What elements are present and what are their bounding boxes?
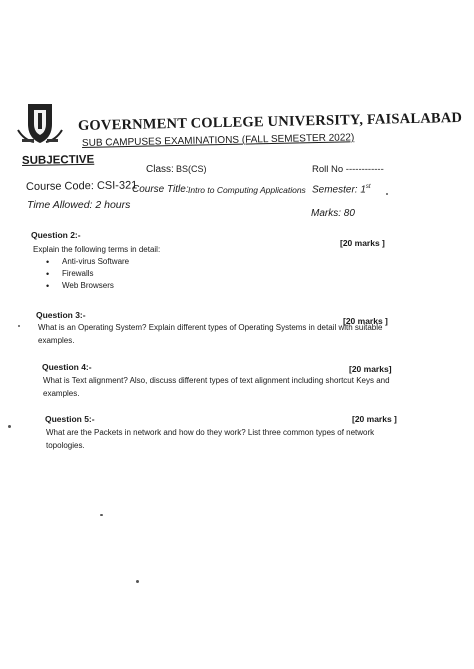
scan-speck [18, 325, 20, 327]
university-logo [14, 100, 66, 146]
question-3-marks: [20 marks ] [343, 316, 388, 326]
question-2-text: Explain the following terms in detail: [33, 245, 161, 254]
university-name: GOVERNMENT COLLEGE UNIVERSITY, FAISALABAD [77, 109, 463, 134]
class-label: Class: [146, 164, 174, 175]
semester-suffix: st [365, 184, 371, 190]
scan-speck [8, 425, 11, 428]
question-3-text: What is an Operating System? Explain different types of Operating Systems in detail with suitable examples. [38, 323, 383, 345]
question-5-text: What are the Packets in network and how do they work? List three common types of network topologies. [46, 428, 375, 450]
exam-line-text: SUB CAMPUSES EXAMINATIONS (FALL SEMESTER 2022) [81, 132, 355, 149]
list-item: • Web Browsers [46, 280, 129, 292]
scan-speck [386, 193, 388, 195]
exam-paper [0, 60, 474, 590]
question-4-marks: [20 marks] [349, 364, 392, 374]
scan-speck [136, 580, 139, 583]
question-5-heading: Question 5:- [45, 414, 95, 424]
question-2-heading: Question 2:- [31, 230, 81, 240]
question-5-marks: [20 marks ] [352, 414, 397, 424]
semester [312, 184, 371, 195]
semester-label: Semester: 1 [312, 184, 366, 196]
course-title-label: Course Title: [132, 184, 189, 195]
time-allowed: Time Allowed: 2 hours [27, 199, 131, 211]
question-4-heading: Question 4:- [42, 362, 92, 372]
list-item: • Anti-virus Software [46, 256, 129, 268]
question-3-heading: Question 3:- [36, 310, 86, 320]
class-value: BS(CS) [176, 164, 207, 174]
subjective-heading: SUBJECTIVE [21, 153, 95, 167]
total-marks: Marks: 80 [311, 208, 355, 219]
roll-no: Roll No ------------ [312, 164, 384, 175]
list-item: • Firewalls [46, 268, 129, 280]
question-4-text: What is Text alignment? Also, discuss different types of text alignment including shortcut Keys and examples. [43, 376, 390, 398]
course-title-value: Intro to Computing Applications [188, 185, 306, 195]
scan-speck [100, 514, 103, 516]
question-2-marks: [20 marks ] [340, 238, 385, 248]
question-2-bullet-list [46, 256, 129, 292]
course-code: Course Code: CSI-321 [25, 179, 138, 193]
